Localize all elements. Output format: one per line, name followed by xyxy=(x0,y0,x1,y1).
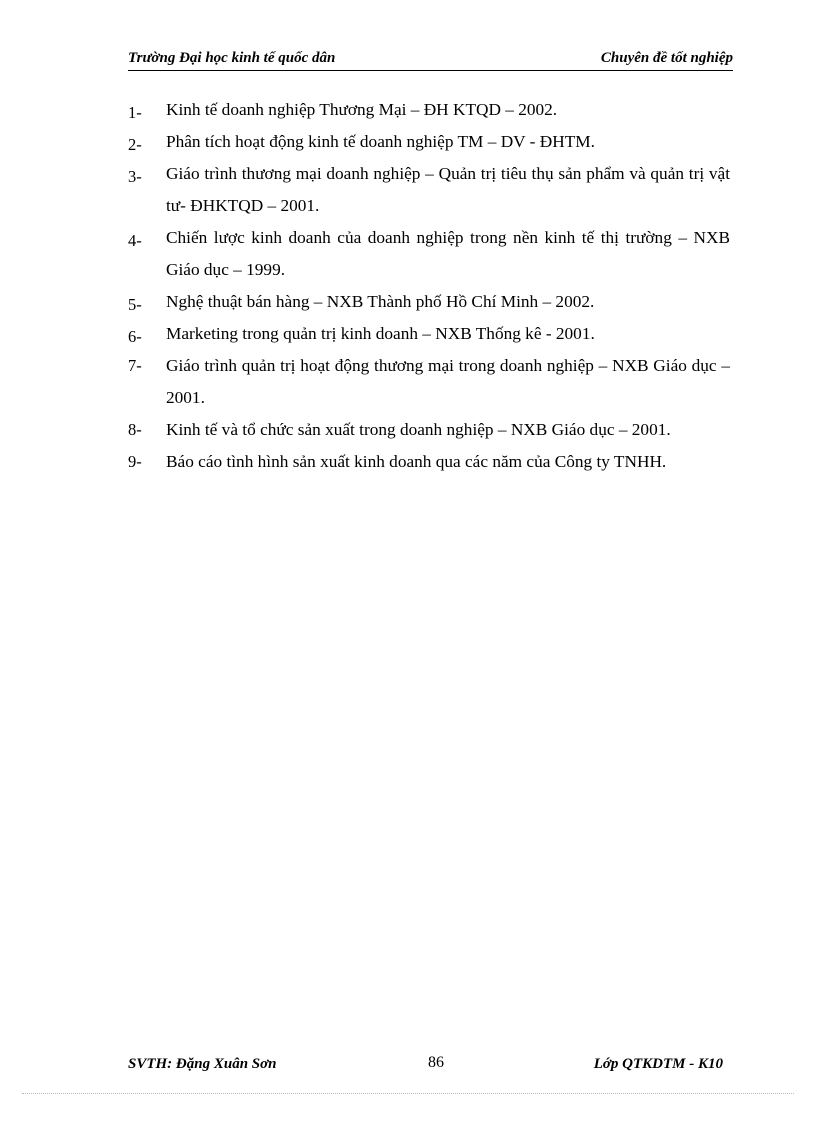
reference-text: Giáo trình thương mại doanh nghiệp – Quản trị tiêu thụ sản phẩm và quản trị vật tư- ĐHKTQD – 2001. xyxy=(166,164,730,215)
header-document-type: Chuyên đề tốt nghiệp xyxy=(600,50,733,66)
reference-text: Kinh tế và tổ chức sản xuất trong doanh nghiệp – NXB Giáo dục – 2001. xyxy=(166,420,671,439)
reference-number: 1- xyxy=(128,103,142,122)
reference-item xyxy=(128,318,730,350)
page-number: 86 xyxy=(428,1054,444,1071)
reference-item xyxy=(128,158,730,222)
reference-list xyxy=(128,94,730,478)
reference-text: Giáo trình quản trị hoạt động thương mại trong doanh nghiệp – NXB Giáo dục – 2001. xyxy=(166,356,730,407)
header-university: Trường Đại học kinh tế quốc dân xyxy=(128,50,336,66)
reference-text: Marketing trong quản trị kinh doanh – NXB Thống kê - 2001. xyxy=(166,324,595,343)
footer-class: Lớp QTKDTM - K10 xyxy=(593,1056,723,1072)
reference-number: 4- xyxy=(128,231,142,250)
footer-student: SVTH: Đặng Xuân Sơn xyxy=(128,1056,277,1072)
reference-item xyxy=(128,446,730,478)
reference-item xyxy=(128,94,730,126)
reference-number: 6- xyxy=(128,327,142,346)
reference-item xyxy=(128,350,730,414)
reference-item xyxy=(128,222,730,286)
reference-text: Nghệ thuật bán hàng – NXB Thành phố Hồ Chí Minh – 2002. xyxy=(166,292,595,311)
reference-item xyxy=(128,286,730,318)
reference-text: Phân tích hoạt động kinh tế doanh nghiệp TM – DV - ĐHTM. xyxy=(166,132,595,151)
reference-number: 7- xyxy=(128,356,142,375)
reference-item xyxy=(128,126,730,158)
reference-text: Báo cáo tình hình sản xuất kinh doanh qua các năm của Công ty TNHH. xyxy=(166,452,667,471)
reference-number: 9- xyxy=(128,452,142,471)
page-footer xyxy=(128,1054,723,1076)
reference-number: 2- xyxy=(128,135,142,154)
reference-number: 3- xyxy=(128,167,142,186)
reference-number: 8- xyxy=(128,420,142,439)
reference-text: Chiến lược kinh doanh của doanh nghiệp trong nền kinh tế thị trường – NXB Giáo dục – 1999. xyxy=(166,228,730,279)
reference-text: Kinh tế doanh nghiệp Thương Mại – ĐH KTQD – 2002. xyxy=(166,100,558,119)
page-header xyxy=(128,50,733,71)
reference-number: 5- xyxy=(128,295,142,314)
page-edge-divider xyxy=(22,1093,794,1094)
reference-item xyxy=(128,414,730,446)
